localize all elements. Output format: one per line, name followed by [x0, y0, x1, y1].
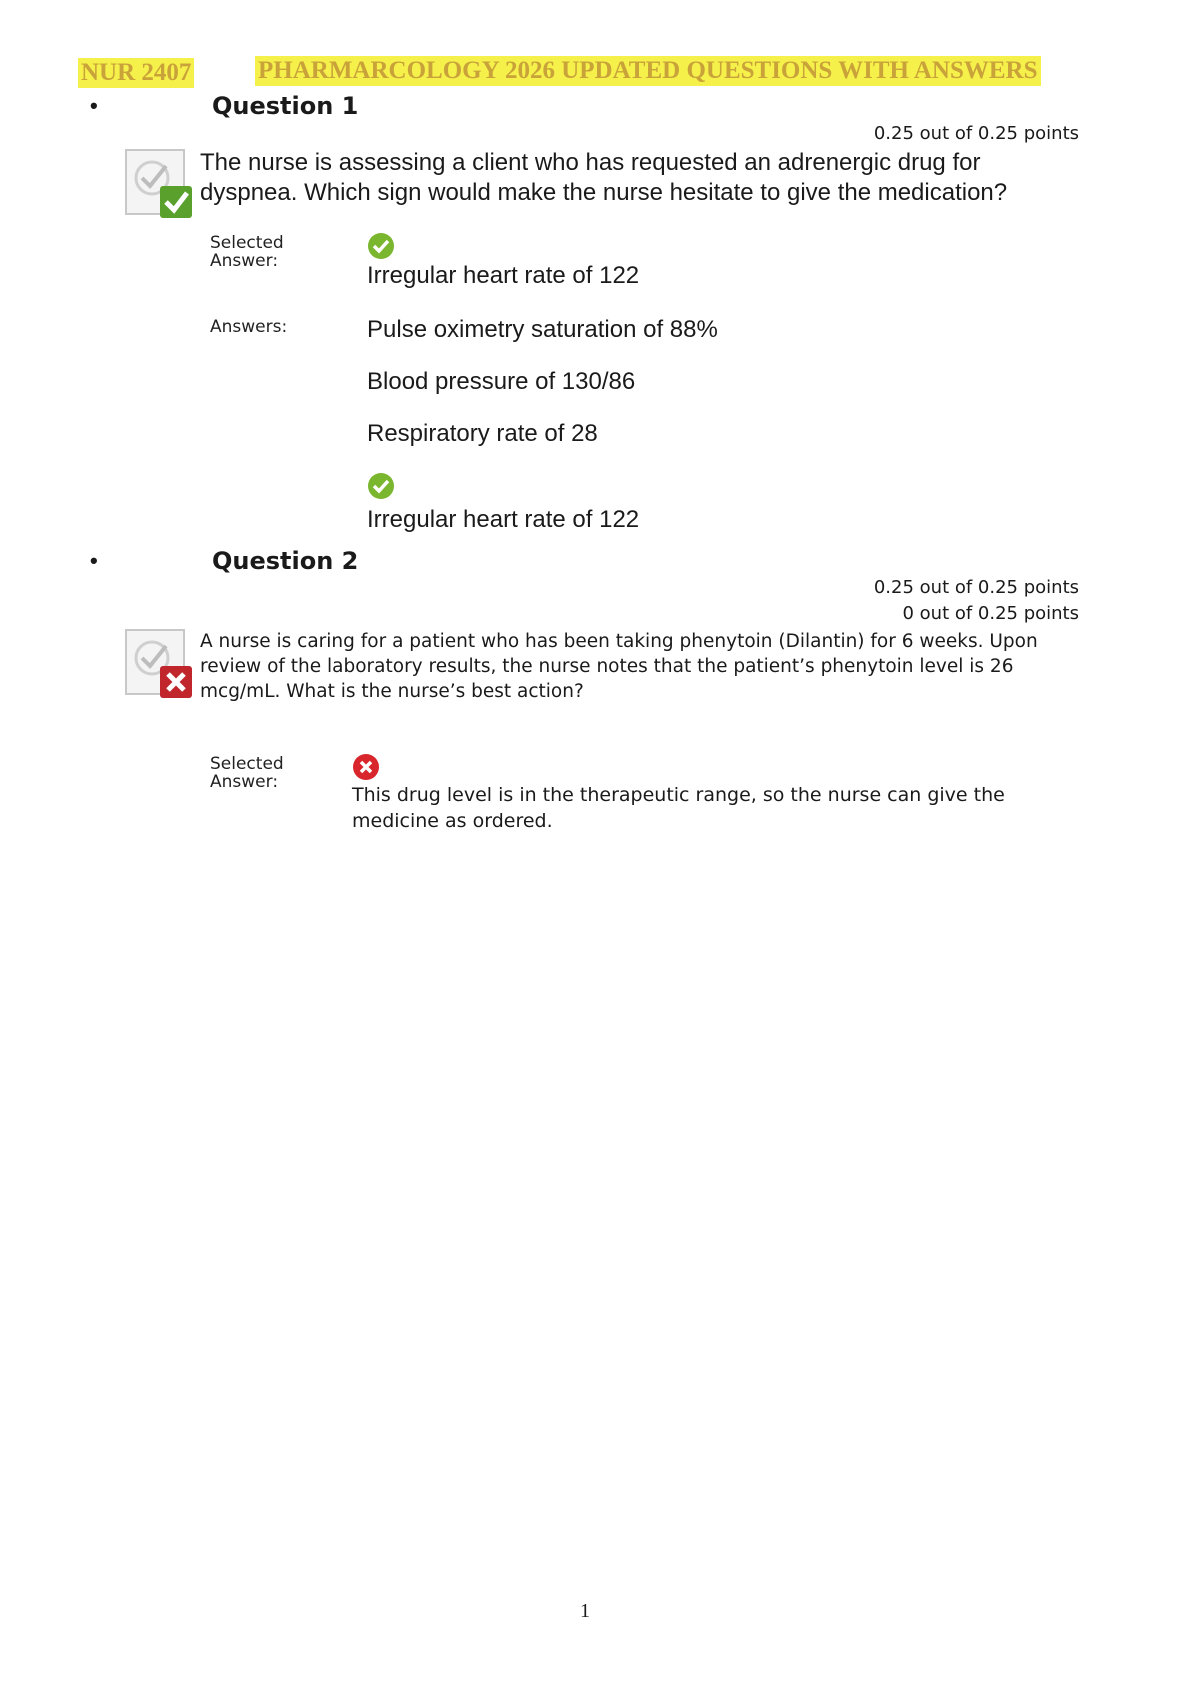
- bullet: •: [90, 548, 98, 573]
- course-code: NUR 2407: [78, 58, 194, 88]
- selected-answer: This drug level is in the therapeutic range, so the nurse can give the medicine as ordered.: [352, 784, 1005, 832]
- question-2-points: 0.25 out of 0.25 points: [873, 577, 1079, 598]
- question-1-text: The nurse is assessing a client who has requested an adrenergic drug for dyspnea. Which sign would make the nurse hesitate to give the medication?: [200, 149, 1008, 206]
- question-2-text: A nurse is caring for a patient who has been taking phenytoin (Dilantin) for 6 weeks. Upon review of the laboratory results, the nurse notes that the patient’s phenytoin level is 26 mcg/mL. What is the nurse’s best action?: [200, 631, 1038, 702]
- bullet: •: [90, 93, 98, 118]
- answer-option: Blood pressure of 130/86: [367, 368, 636, 395]
- selected-answer-label: Selected Answer:: [210, 754, 284, 792]
- document-title: PHARMARCOLOGY 2026 UPDATED QUESTIONS WITH ANSWERS: [255, 56, 1041, 86]
- answer-option-correct: Irregular heart rate of 122: [367, 506, 640, 533]
- green-check-circle-icon: [367, 232, 395, 260]
- question-1-points: 0.25 out of 0.25 points: [873, 123, 1079, 144]
- selected-answer: Irregular heart rate of 122: [367, 262, 640, 289]
- answers-label: Answers:: [210, 317, 288, 337]
- answer-option: Pulse oximetry saturation of 88%: [367, 316, 718, 343]
- page-number: 1: [580, 1600, 590, 1622]
- selected-answer-label: Selected Answer:: [210, 233, 284, 271]
- answer-option: Respiratory rate of 28: [367, 420, 598, 447]
- document-x-icon: [124, 628, 194, 700]
- green-check-circle-icon: [367, 472, 395, 500]
- red-x-circle-icon: [352, 753, 380, 781]
- question-1-title: Question 1: [212, 92, 359, 120]
- question-2-score: 0 out of 0.25 points: [902, 603, 1079, 624]
- question-2-title: Question 2: [212, 547, 359, 575]
- document-check-icon: [124, 148, 194, 220]
